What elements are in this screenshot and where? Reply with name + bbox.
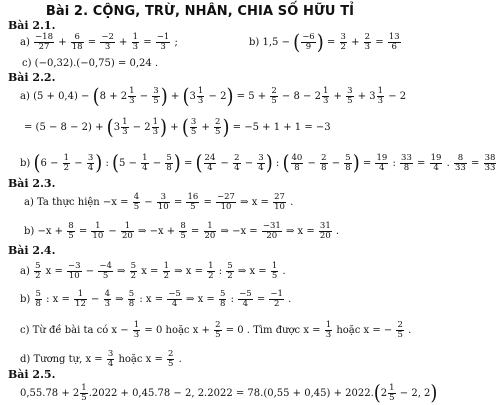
fraction: $\frac{-1}{3}$ [156,32,170,52]
fraction: $\frac{2}{3}$ [364,32,371,52]
label-a: a) [20,37,30,48]
exercise-2-4-b: b) $\frac{5}{8}$ : x = $\frac{1}{12}$ − $\frac{4}{3}$ ⇒ $\frac{5}{8}$ : x = $\frac{-5}{4}$ ⇒ x = $\frac{5}{8}$ : $\frac{-5}{4}$ = $\frac{-1}{2}$ . [20,289,292,309]
exercise-2-1-b: b) 1,5 − ( $\frac{-6}{9}$ ) = $\frac{3}{2}$ + $\frac{2}{3}$ = $\frac{13}{6}$ [249,29,400,54]
exercise-2-3-a: a) Ta thực hiện −x = $\frac{4}{5}$ − $\frac{3}{10}$ = $\frac{16}{5}$ = $\frac{-27}{10}$ ⇒ x = $\frac{27}{10}$ . [24,192,294,212]
fraction: $\frac{1}{3}$ [132,32,139,52]
exercise-2-4-c: c) Từ đề bài ta có x − $\frac{1}{3}$ = 0 hoặc x + $\frac{2}{5}$ = 0 . Tìm được x = $\frac{1}{3}$ hoặc x = − $\frac{2}{5}$ . [20,320,412,340]
exercise-2-2-a: a) (5 + 0,4) − (8 + 2 $\frac{1}{3}$ − $\frac{3}{5}$ ) + (3 $\frac{1}{3}$ − 2) = 5 + $\frac{2}{5}$ − 8 − 2 $\frac{1}{3}$ + $\frac{3}{5}$ + 3 $\frac{1}{3}$ − 2 [20,83,407,108]
exercise-2-3-b: b) −x + $\frac{8}{5}$ = $\frac{1}{10}$ − $\frac{1}{20}$ ⇒ −x + $\frac{8}{5}$ = $\frac{1}{20}$ ⇒ −x = $\frac{-31}{20}$ ⇒ x = $\frac{31}{20}$ . [24,221,340,241]
label-b: b) [249,37,260,48]
exercise-2-1-c: c) (−0,32).(−0,75) = 0,24 . [22,58,159,69]
fraction: $\frac{6}{18}$ [71,32,83,52]
exercise-2-4-d: d) Tương tự, x = $\frac{3}{4}$ hoặc x = $\frac{2}{5}$ . [20,349,182,369]
exercise-2-1-a: a) $\frac{-18}{27}$ + $\frac{6}{18}$ = $\frac{-2}{3}$ + $\frac{1}{3}$ = $\frac{-1}{3}$ ; [20,32,178,52]
fraction: $\frac{-6}{9}$ [302,32,315,52]
section-heading-2-4: Bài 2.4. [8,244,56,257]
fraction: $\frac{3}{2}$ [340,32,346,52]
section-heading-2-1: Bài 2.1. [8,19,56,32]
section-heading-2-5: Bài 2.5. [8,368,56,381]
fraction: $\frac{-18}{27}$ [35,32,54,52]
fraction: $\frac{-2}{3}$ [101,32,114,52]
section-heading-2-2: Bài 2.2. [8,71,56,84]
exercise-2-2-a-line2: = (5 − 8 − 2) + (3 $\frac{1}{3}$ − 2 $\frac{1}{3}$ ) + ( $\frac{3}{5}$ + $\frac{2}{5}$ ) = −5 + 1 + 1 = −3 [24,114,331,139]
section-heading-2-3: Bài 2.3. [8,177,56,190]
exercise-2-5: 0,55.78 + 2 $\frac{1}{5}$ .2022 + 0,45.78 − 2, 2.2022 = 78.(0,55 + 0,45) + 2022.(2 $\frac{1}{5}$ − 2, 2) [20,380,438,405]
exercise-2-4-a: a) $\frac{5}{2}$ x = $\frac{-3}{10}$ − $\frac{-4}{5}$ ⇒ $\frac{5}{2}$ x = $\frac{1}{2}$ ⇒ x = $\frac{1}{2}$ : $\frac{5}{2}$ ⇒ x = $\frac{1}{5}$ . [20,261,286,281]
page-title: Bài 2. CỘNG, TRỪ, NHÂN, CHIA SỐ HỮU TỈ [45,4,355,19]
fraction: $\frac{13}{6}$ [388,32,400,52]
exercise-2-2-b: b) (6 − $\frac{1}{2}$ − $\frac{3}{4}$ ) : (5 − $\frac{1}{4}$ − $\frac{5}{8}$ ) = ( $\frac{24}{4}$ − $\frac{2}{4}$ − $\frac{3}{4}$ ) : ( $\frac{40}{8}$ − $\frac{2}{8}$ − $\frac{5}{8}$ ) = $\frac{19}{4}$ : $\frac{33}{8}$ = $\frac{19}{4}$ . $\frac{8}{33}$ = $\frac{38}{33}$ [20,150,496,175]
